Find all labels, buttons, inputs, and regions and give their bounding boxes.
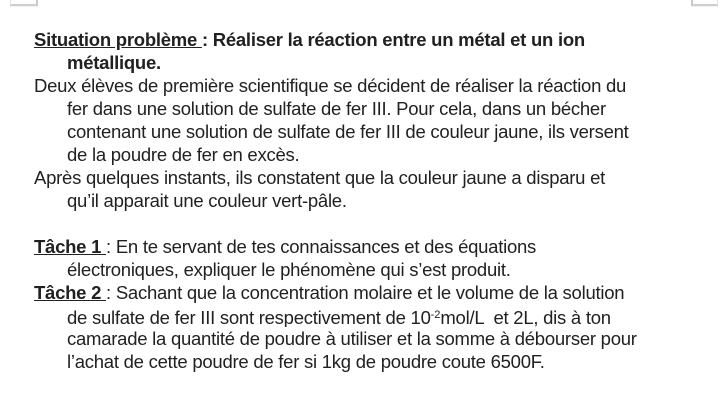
paragraph-text: fer dans une solution de sulfate de fer III. Pour cela, dans un bécher bbox=[67, 98, 606, 119]
paragraph-text: de sulfate de fer III sont respectivement de 10 bbox=[67, 307, 431, 327]
paragraph-text: l’achat de cette poudre de fer si 1kg de poudre coute 6500F. bbox=[67, 351, 545, 372]
text-line bbox=[0, 189, 720, 212]
text-line bbox=[0, 350, 720, 373]
tache-2-text: : Sachant que la concentration molaire et le volume de la solution bbox=[106, 282, 625, 303]
situation-probleme-label: Situation problème bbox=[34, 29, 202, 50]
tache-1-line bbox=[0, 235, 720, 258]
paragraph-text: Deux élèves de première scientifique se décident de réaliser la réaction du bbox=[34, 75, 627, 96]
text-line bbox=[0, 120, 720, 143]
situation-probleme-text: : Réaliser la réaction entre un métal et un ion bbox=[201, 29, 585, 50]
text-line bbox=[0, 143, 720, 166]
text-line bbox=[0, 258, 720, 281]
paragraph-text: Après quelques instants, ils constatent que la couleur jaune a disparu et bbox=[34, 167, 606, 188]
heading-line bbox=[0, 51, 720, 74]
tache-2-line bbox=[0, 281, 720, 304]
paragraph-text: qu’il apparait une couleur vert-pâle. bbox=[67, 190, 347, 211]
text-line bbox=[0, 327, 720, 350]
paragraph-text: camarade la quantité de poudre à utiliser et la somme à débourser pour bbox=[67, 328, 637, 349]
heading-line bbox=[0, 28, 720, 51]
tache-1-label: Tâche 1 bbox=[34, 236, 107, 257]
blank-line bbox=[0, 212, 720, 235]
paragraph-text: de la poudre de fer en excès. bbox=[67, 144, 300, 165]
document-text-area[interactable] bbox=[0, 28, 720, 373]
heading-wrap-text: métallique. bbox=[67, 52, 161, 73]
paragraph-text: électroniques, expliquer le phénomène qui s’est produit. bbox=[67, 259, 511, 280]
page-edge-fragment-left bbox=[10, 0, 38, 6]
paragraph-text: contenant une solution de sulfate de fer III de couleur jaune, ils versent bbox=[67, 121, 629, 142]
tache-2-label: Tâche 2 bbox=[34, 282, 107, 303]
text-line bbox=[0, 304, 720, 327]
text-line bbox=[0, 74, 720, 97]
superscript-exponent: -2 bbox=[430, 309, 441, 321]
text-line bbox=[0, 166, 720, 189]
text-line bbox=[0, 97, 720, 120]
tache-1-text: : En te servant de tes connaissances et des équations bbox=[106, 236, 537, 257]
paragraph-text: mol/L et 2L, dis à ton bbox=[440, 307, 611, 327]
page-edge-fragment-right bbox=[691, 0, 718, 6]
